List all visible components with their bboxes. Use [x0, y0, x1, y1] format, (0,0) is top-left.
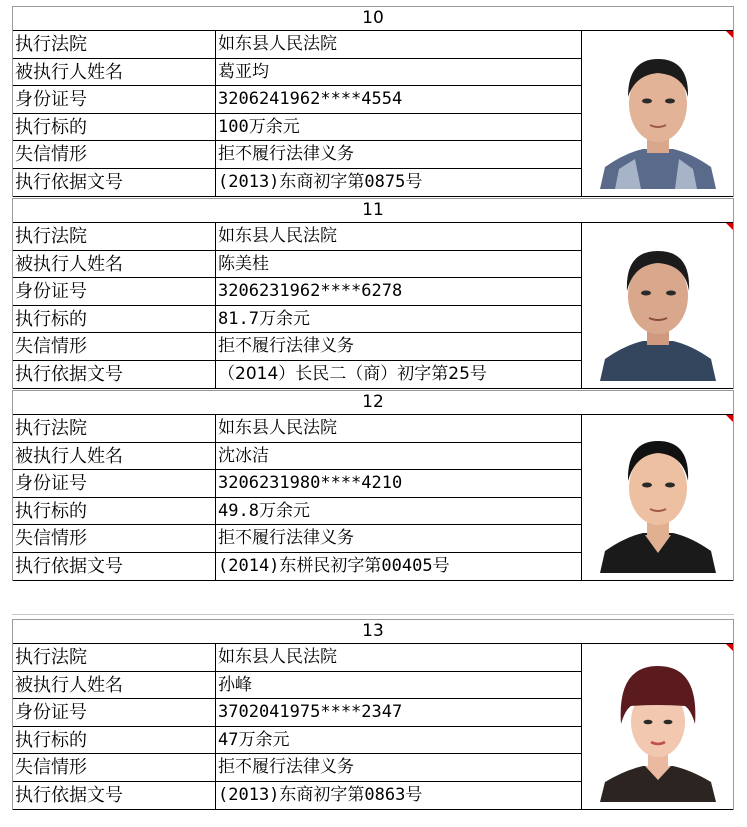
portrait-photo-female	[595, 652, 721, 802]
value-id: 3702041975****2347	[218, 702, 403, 722]
field-row-amount	[13, 727, 581, 755]
value-doc: (2013)东商初字第0863号	[218, 784, 423, 805]
label-situation: 失信情形	[13, 333, 216, 360]
record-fields	[13, 223, 581, 388]
comment-flag-icon	[726, 644, 733, 651]
label-name: 被执行人姓名	[13, 672, 216, 699]
field-row-situation	[13, 333, 581, 361]
value-doc: (2013)东商初字第0875号	[218, 171, 423, 192]
record-card	[12, 390, 734, 581]
value-amount: 47万余元	[218, 729, 290, 750]
record-number: 12	[13, 390, 733, 414]
label-doc: 执行依据文号	[13, 361, 216, 389]
portrait-photo-male	[595, 423, 721, 573]
field-row-doc	[13, 553, 581, 581]
label-situation: 失信情形	[13, 754, 216, 781]
value-situation: 拒不履行法律义务	[218, 336, 354, 356]
value-court: 如东县人民法院	[218, 647, 337, 667]
label-amount: 执行标的	[13, 306, 216, 333]
portrait-photo-male	[595, 39, 721, 189]
value-amount: 49.8万余元	[218, 500, 310, 521]
field-row-court	[13, 644, 581, 672]
record-body	[13, 414, 733, 581]
label-id: 身份证号	[13, 278, 216, 305]
field-row-court	[13, 415, 581, 443]
comment-flag-icon	[726, 223, 733, 230]
value-amount: 81.7万余元	[218, 308, 310, 329]
value-id: 3206231962****6278	[218, 281, 403, 301]
record-card	[12, 198, 734, 389]
label-situation: 失信情形	[13, 525, 216, 552]
value-situation: 拒不履行法律义务	[218, 757, 354, 777]
label-court: 执行法院	[13, 415, 216, 442]
field-row-court	[13, 31, 581, 59]
value-doc: （2014）长民二（商）初字第25号	[218, 363, 487, 384]
value-id: 3206241962****4554	[218, 89, 403, 109]
field-row-situation	[13, 754, 581, 782]
record-number: 10	[13, 6, 733, 30]
field-row-name	[13, 672, 581, 700]
photo-cell[interactable]	[581, 644, 733, 809]
photo-cell[interactable]	[581, 223, 733, 388]
record-number: 11	[13, 198, 733, 222]
label-court: 执行法院	[13, 644, 216, 671]
field-row-amount	[13, 498, 581, 526]
field-row-name	[13, 251, 581, 279]
label-id: 身份证号	[13, 699, 216, 726]
value-amount: 100万余元	[218, 116, 300, 137]
field-row-name	[13, 443, 581, 471]
field-row-id	[13, 699, 581, 727]
record-number: 13	[13, 619, 733, 643]
field-row-situation	[13, 141, 581, 169]
label-doc: 执行依据文号	[13, 553, 216, 581]
label-doc: 执行依据文号	[13, 782, 216, 810]
record-body	[13, 222, 733, 389]
label-amount: 执行标的	[13, 498, 216, 525]
photo-cell[interactable]	[581, 415, 733, 580]
record-card	[12, 619, 734, 810]
record-body	[13, 643, 733, 810]
value-court: 如东县人民法院	[218, 418, 337, 438]
label-id: 身份证号	[13, 86, 216, 113]
field-row-doc	[13, 782, 581, 810]
field-row-amount	[13, 114, 581, 142]
label-court: 执行法院	[13, 223, 216, 250]
label-amount: 执行标的	[13, 114, 216, 141]
field-row-id	[13, 470, 581, 498]
record-fields	[13, 644, 581, 809]
label-situation: 失信情形	[13, 141, 216, 168]
value-name: 孙峰	[218, 674, 252, 695]
label-name: 被执行人姓名	[13, 251, 216, 278]
value-name: 陈美桂	[218, 253, 269, 274]
value-court: 如东县人民法院	[218, 34, 337, 54]
record-card	[12, 6, 734, 197]
comment-flag-icon	[726, 415, 733, 422]
value-doc: (2014)东栟民初字第00405号	[218, 555, 450, 576]
comment-flag-icon	[726, 31, 733, 38]
value-court: 如东县人民法院	[218, 226, 337, 246]
value-name: 葛亚均	[218, 61, 269, 82]
value-situation: 拒不履行法律义务	[218, 144, 354, 164]
field-row-amount	[13, 306, 581, 334]
photo-cell[interactable]	[581, 31, 733, 196]
label-court: 执行法院	[13, 31, 216, 58]
record-fields	[13, 415, 581, 580]
field-row-doc	[13, 169, 581, 197]
value-situation: 拒不履行法律义务	[218, 528, 354, 548]
value-name: 沈冰洁	[218, 445, 269, 466]
divider	[12, 614, 734, 615]
portrait-photo-male	[595, 231, 721, 381]
field-row-situation	[13, 525, 581, 553]
record-fields	[13, 31, 581, 196]
label-name: 被执行人姓名	[13, 59, 216, 86]
label-amount: 执行标的	[13, 727, 216, 754]
field-row-id	[13, 86, 581, 114]
label-id: 身份证号	[13, 470, 216, 497]
field-row-name	[13, 59, 581, 87]
field-row-id	[13, 278, 581, 306]
value-id: 3206231980****4210	[218, 473, 403, 493]
field-row-doc	[13, 361, 581, 389]
field-row-court	[13, 223, 581, 251]
label-name: 被执行人姓名	[13, 443, 216, 470]
record-body	[13, 30, 733, 197]
label-doc: 执行依据文号	[13, 169, 216, 197]
